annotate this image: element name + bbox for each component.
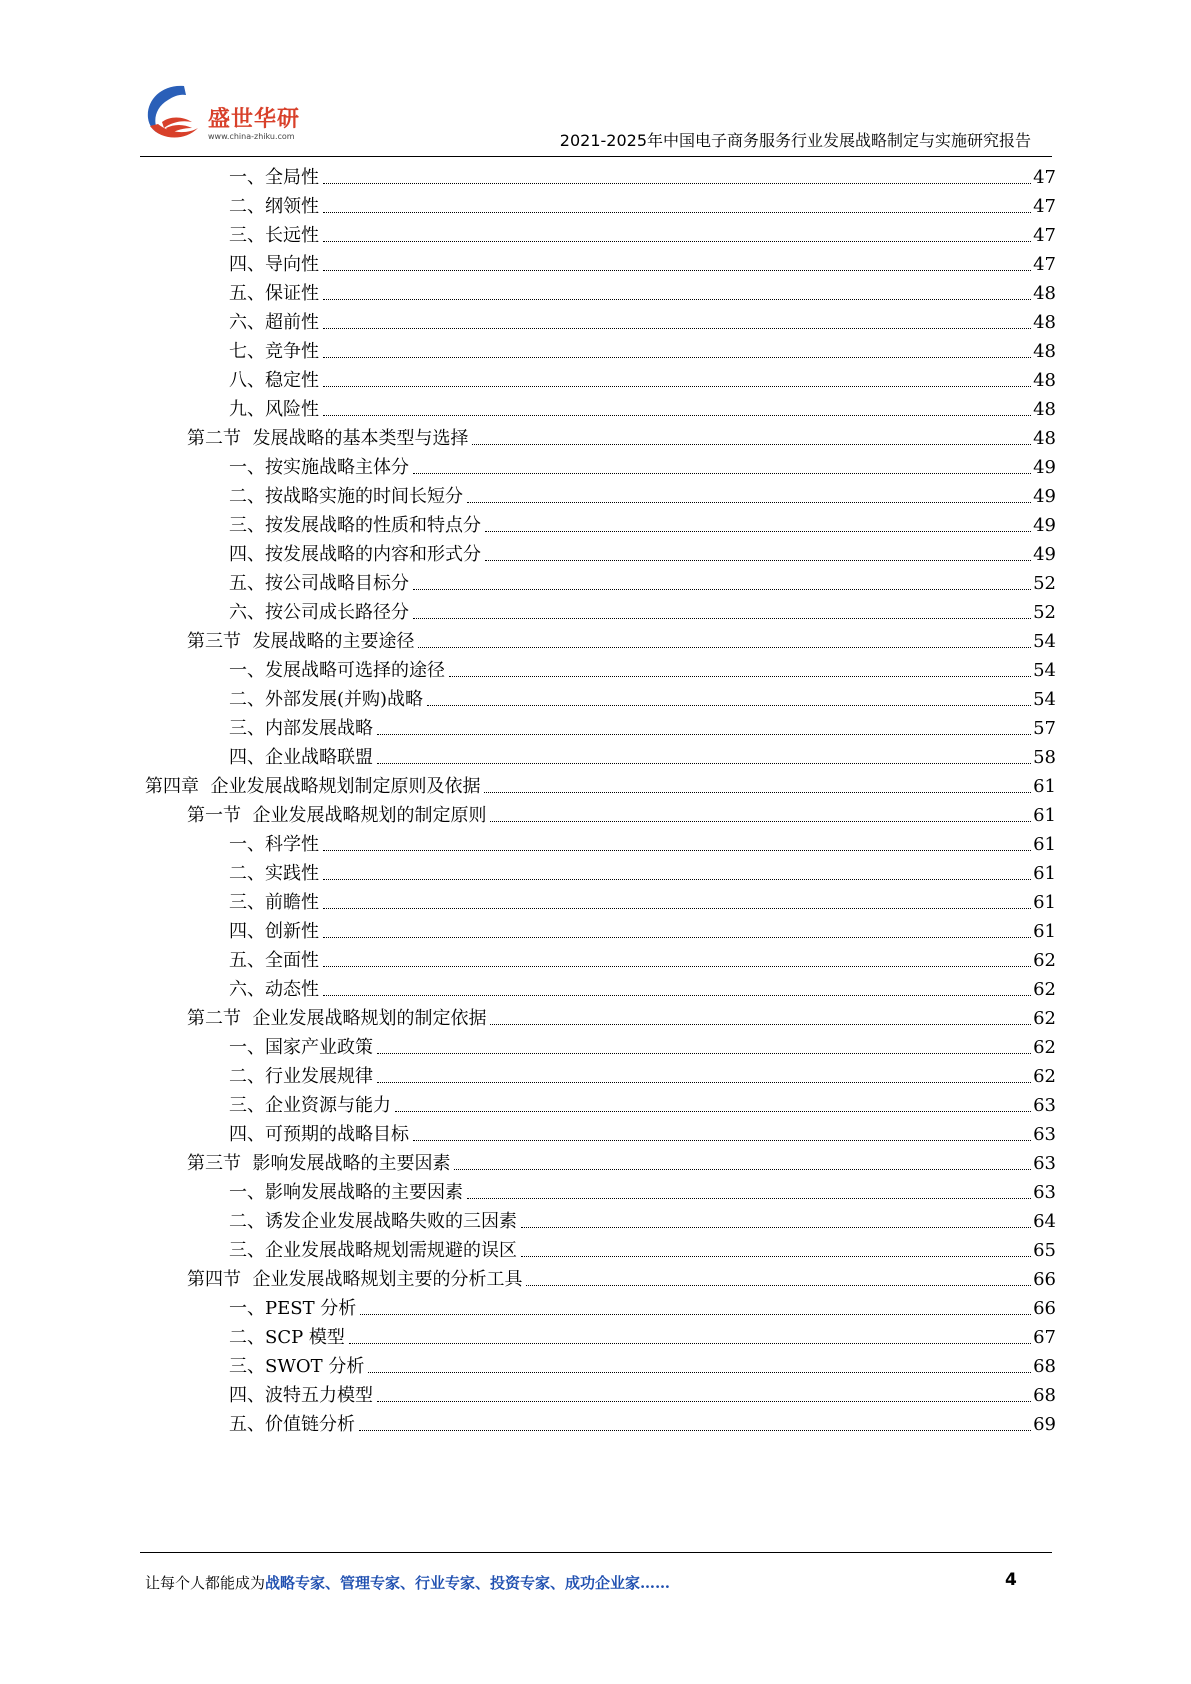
toc-dot-leader — [323, 850, 1031, 851]
toc-entry[interactable] — [229, 1116, 1056, 1147]
toc-entry-label: 五、全面性 — [229, 950, 319, 971]
toc-entry-page: 66 — [1033, 1298, 1056, 1319]
toc-entry[interactable] — [229, 391, 1056, 422]
toc-entry-label: 三、企业发展战略规划需规避的误区 — [229, 1240, 517, 1261]
toc-dot-leader — [360, 1314, 1031, 1315]
toc-entry-label: 第二节 企业发展战略规划的制定依据 — [187, 1008, 487, 1029]
toc-entry[interactable] — [187, 1145, 1056, 1176]
toc-entry-page: 64 — [1033, 1211, 1056, 1232]
toc-dot-leader — [418, 647, 1031, 648]
toc-entry-label: 六、超前性 — [229, 312, 319, 333]
toc-entry-label: 三、按发展战略的性质和特点分 — [229, 515, 481, 536]
toc-entry-label: 二、外部发展(并购)战略 — [229, 689, 424, 710]
toc-dot-leader — [377, 1082, 1031, 1083]
toc-dot-leader — [413, 473, 1031, 474]
slogan-prefix: 让每个人都能成为 — [145, 1574, 266, 1592]
logo-name: 盛世华研 — [208, 107, 301, 132]
toc-entry[interactable] — [229, 1348, 1056, 1379]
toc-dot-leader — [395, 1111, 1031, 1112]
toc-entry-page: 47 — [1033, 196, 1056, 217]
toc-dot-leader — [484, 792, 1031, 793]
footer-slogan — [145, 1572, 670, 1593]
toc-entry-page: 65 — [1033, 1240, 1056, 1261]
toc-dot-leader — [472, 444, 1031, 445]
toc-entry-label: 三、前瞻性 — [229, 892, 319, 913]
toc-entry-label: 一、全局性 — [229, 167, 319, 188]
toc-entry[interactable] — [229, 739, 1056, 770]
toc-entry-page: 62 — [1033, 950, 1056, 971]
toc-entry-label: 五、价值链分析 — [229, 1414, 355, 1435]
toc-dot-leader — [377, 1053, 1031, 1054]
toc-entry-label: 四、波特五力模型 — [229, 1385, 373, 1406]
toc-entry-page: 63 — [1033, 1153, 1056, 1174]
toc-entry[interactable] — [229, 536, 1056, 567]
toc-entry-page: 54 — [1033, 660, 1056, 681]
toc-entry-page: 49 — [1033, 486, 1056, 507]
toc-dot-leader — [377, 1401, 1031, 1402]
toc-entry-label: 第四章 企业发展战略规划制定原则及依据 — [145, 776, 481, 797]
toc-entry[interactable] — [229, 942, 1056, 973]
report-title: 2021-2025年中国电子商务服务行业发展战略制定与实施研究报告 — [559, 131, 1031, 150]
toc-dot-leader — [377, 734, 1031, 735]
toc-entry-label: 四、企业战略联盟 — [229, 747, 373, 768]
toc-entry-label: 三、内部发展战略 — [229, 718, 373, 739]
toc-entry[interactable] — [229, 1029, 1056, 1060]
toc-entry-label: 二、按战略实施的时间长短分 — [229, 486, 463, 507]
logo-url: www.china-zhiku.com — [208, 132, 295, 141]
toc-dot-leader — [323, 879, 1031, 880]
toc-entry-page: 61 — [1033, 834, 1056, 855]
toc-entry-page: 61 — [1033, 921, 1056, 942]
toc-entry-label: 九、风险性 — [229, 399, 319, 420]
toc-entry-label: 五、按公司战略目标分 — [229, 573, 409, 594]
toc-dot-leader — [521, 1256, 1031, 1257]
toc-entry-page: 48 — [1033, 399, 1056, 420]
toc-entry-page: 48 — [1033, 283, 1056, 304]
toc-entry-page: 48 — [1033, 428, 1056, 449]
toc-dot-leader — [323, 299, 1031, 300]
toc-entry[interactable] — [229, 333, 1056, 364]
toc-entry[interactable] — [229, 1174, 1056, 1205]
toc-dot-leader — [521, 1227, 1031, 1228]
toc-entry-page: 69 — [1033, 1414, 1056, 1435]
toc-dot-leader — [323, 328, 1031, 329]
toc-entry-label: 一、影响发展战略的主要因素 — [229, 1182, 463, 1203]
toc-entry[interactable] — [229, 913, 1056, 944]
toc-dot-leader — [467, 502, 1031, 503]
toc-entry[interactable] — [229, 1232, 1056, 1263]
footer-divider — [140, 1552, 1052, 1553]
toc-entry-label: 一、科学性 — [229, 834, 319, 855]
toc-entry-label: 第四节 企业发展战略规划主要的分析工具 — [187, 1269, 523, 1290]
toc-dot-leader — [490, 821, 1031, 822]
toc-entry-page: 58 — [1033, 747, 1056, 768]
toc-dot-leader — [467, 1198, 1031, 1199]
toc-dot-leader — [413, 618, 1031, 619]
toc-entry-page: 48 — [1033, 370, 1056, 391]
toc-entry[interactable] — [229, 884, 1056, 915]
toc-entry-page: 54 — [1033, 631, 1056, 652]
toc-entry-label: 三、企业资源与能力 — [229, 1095, 391, 1116]
toc-entry[interactable] — [229, 507, 1056, 538]
toc-entry-label: 七、竞争性 — [229, 341, 319, 362]
toc-entry-page: 49 — [1033, 457, 1056, 478]
toc-entry[interactable] — [229, 449, 1056, 480]
toc-entry-label: 二、诱发企业发展战略失败的三因素 — [229, 1211, 517, 1232]
toc-entry[interactable] — [229, 710, 1056, 741]
toc-entry-label: 五、保证性 — [229, 283, 319, 304]
toc-entry[interactable] — [187, 623, 1056, 654]
toc-entry[interactable] — [229, 1377, 1056, 1408]
toc-entry-label: 四、按发展战略的内容和形式分 — [229, 544, 481, 565]
toc-entry-label: 四、可预期的战略目标 — [229, 1124, 409, 1145]
toc-entry-label: 第二节 发展战略的基本类型与选择 — [187, 428, 469, 449]
logo-swoosh-icon — [140, 82, 206, 148]
toc-entry-page: 66 — [1033, 1269, 1056, 1290]
toc-dot-leader — [449, 676, 1031, 677]
toc-entry[interactable] — [229, 971, 1056, 1002]
toc-entry[interactable] — [229, 362, 1056, 393]
toc-dot-leader — [323, 415, 1031, 416]
toc-entry-page: 49 — [1033, 515, 1056, 536]
toc-entry-label: 一、PEST 分析 — [229, 1298, 357, 1319]
toc-dot-leader — [323, 212, 1031, 213]
toc-entry[interactable] — [229, 826, 1056, 857]
company-logo — [140, 82, 310, 152]
toc-entry[interactable] — [229, 1290, 1056, 1321]
toc-entry[interactable] — [229, 246, 1056, 277]
toc-entry-page: 61 — [1033, 776, 1056, 797]
toc-entry-page: 63 — [1033, 1182, 1056, 1203]
toc-entry-label: 四、导向性 — [229, 254, 319, 275]
toc-entry-label: 三、SWOT 分析 — [229, 1356, 365, 1377]
toc-entry[interactable] — [229, 1319, 1056, 1350]
toc-entry[interactable] — [229, 681, 1056, 712]
toc-entry-page: 54 — [1033, 689, 1056, 710]
toc-dot-leader — [323, 966, 1031, 967]
toc-entry[interactable] — [229, 652, 1056, 683]
toc-entry-page: 62 — [1033, 979, 1056, 1000]
page-number: 4 — [1005, 1570, 1017, 1590]
toc-entry-page: 63 — [1033, 1095, 1056, 1116]
toc-entry[interactable] — [229, 304, 1056, 335]
toc-dot-leader — [368, 1372, 1031, 1373]
toc-entry-page: 48 — [1033, 341, 1056, 362]
toc-entry-label: 第一节 企业发展战略规划的制定原则 — [187, 805, 487, 826]
toc-entry-page: 47 — [1033, 254, 1056, 275]
toc-entry[interactable] — [187, 420, 1056, 451]
toc-entry-label: 四、创新性 — [229, 921, 319, 942]
toc-dot-leader — [427, 705, 1031, 706]
toc-entry[interactable] — [229, 594, 1056, 625]
toc-dot-leader — [323, 270, 1031, 271]
toc-entry-page: 68 — [1033, 1356, 1056, 1377]
slogan-highlight: 战略专家、管理专家、行业专家、投资专家、成功企业家…… — [265, 1574, 671, 1592]
toc-entry[interactable] — [229, 275, 1056, 306]
toc-entry[interactable] — [229, 565, 1056, 596]
toc-entry-label: 二、SCP 模型 — [229, 1327, 345, 1348]
toc-entry-label: 八、稳定性 — [229, 370, 319, 391]
toc-entry-page: 61 — [1033, 892, 1056, 913]
toc-entry-page: 61 — [1033, 805, 1056, 826]
toc-dot-leader — [323, 183, 1031, 184]
toc-entry[interactable] — [145, 768, 1056, 799]
page-header — [0, 0, 1191, 160]
toc-entry-page: 62 — [1033, 1008, 1056, 1029]
toc-dot-leader — [413, 1140, 1031, 1141]
toc-dot-leader — [490, 1024, 1031, 1025]
toc-dot-leader — [485, 531, 1031, 532]
toc-entry[interactable] — [229, 1087, 1056, 1118]
toc-entry-label: 二、行业发展规律 — [229, 1066, 373, 1087]
toc-entry-label: 二、纲领性 — [229, 196, 319, 217]
toc-entry[interactable] — [187, 1000, 1056, 1031]
toc-entry-page: 48 — [1033, 312, 1056, 333]
toc-dot-leader — [359, 1430, 1031, 1431]
header-divider — [140, 156, 1052, 157]
toc-entry-page: 47 — [1033, 225, 1056, 246]
toc-entry-label: 第三节 发展战略的主要途径 — [187, 631, 415, 652]
toc-entry[interactable] — [229, 217, 1056, 248]
toc-entry-page: 67 — [1033, 1327, 1056, 1348]
toc-entry[interactable] — [187, 797, 1056, 828]
toc-entry-label: 二、实践性 — [229, 863, 319, 884]
toc-entry[interactable] — [229, 1203, 1056, 1234]
toc-dot-leader — [323, 908, 1031, 909]
toc-entry-label: 六、按公司成长路径分 — [229, 602, 409, 623]
toc-entry-page: 68 — [1033, 1385, 1056, 1406]
toc-entry-page: 62 — [1033, 1037, 1056, 1058]
toc-dot-leader — [413, 589, 1031, 590]
toc-dot-leader — [526, 1285, 1031, 1286]
toc-entry-page: 63 — [1033, 1124, 1056, 1145]
toc-dot-leader — [323, 995, 1031, 996]
toc-dot-leader — [323, 386, 1031, 387]
toc-entry-page: 52 — [1033, 602, 1056, 623]
toc-entry-page: 47 — [1033, 167, 1056, 188]
toc-entry-label: 一、按实施战略主体分 — [229, 457, 409, 478]
toc-entry[interactable] — [229, 188, 1056, 219]
toc-entry-page: 49 — [1033, 544, 1056, 565]
toc-entry[interactable] — [229, 478, 1056, 509]
toc-dot-leader — [349, 1343, 1031, 1344]
toc-entry[interactable] — [187, 1261, 1056, 1292]
toc-dot-leader — [323, 357, 1031, 358]
toc-dot-leader — [377, 763, 1031, 764]
toc-entry-page: 61 — [1033, 863, 1056, 884]
toc-dot-leader — [454, 1169, 1031, 1170]
toc-dot-leader — [485, 560, 1031, 561]
toc-entry[interactable] — [229, 159, 1056, 190]
toc-entry[interactable] — [229, 1058, 1056, 1089]
toc-entry-page: 62 — [1033, 1066, 1056, 1087]
toc-entry[interactable] — [229, 1406, 1056, 1437]
toc-dot-leader — [323, 241, 1031, 242]
toc-entry-label: 三、长远性 — [229, 225, 319, 246]
toc-entry-page: 57 — [1033, 718, 1056, 739]
toc-entry-label: 一、国家产业政策 — [229, 1037, 373, 1058]
toc-entry-label: 六、动态性 — [229, 979, 319, 1000]
toc-entry-label: 第三节 影响发展战略的主要因素 — [187, 1153, 451, 1174]
toc-dot-leader — [323, 937, 1031, 938]
toc-entry-label: 一、发展战略可选择的途径 — [229, 660, 445, 681]
toc-entry[interactable] — [229, 855, 1056, 886]
toc-entry-page: 52 — [1033, 573, 1056, 594]
